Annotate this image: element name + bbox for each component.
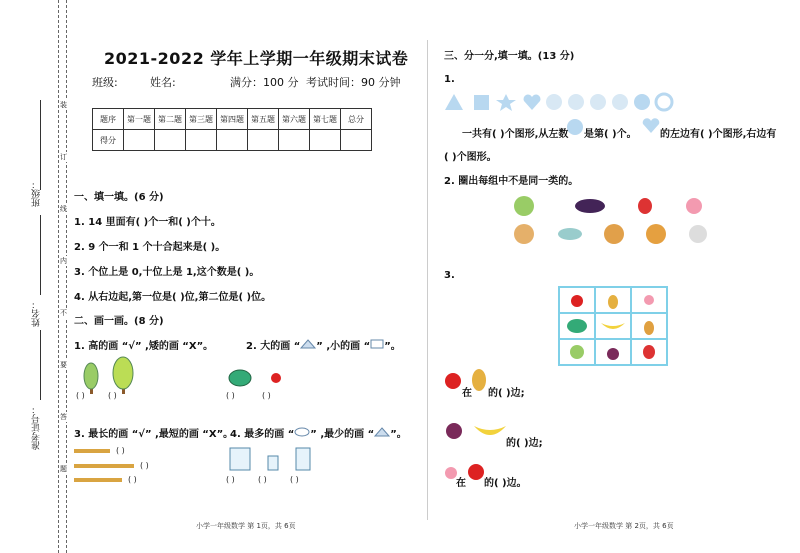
margin-name-label: 姓名：	[32, 300, 42, 327]
score-table	[92, 108, 372, 151]
question-3-1-text-d: ( )个图形。	[444, 152, 497, 163]
triangle-icon	[300, 339, 316, 349]
radish-icon	[605, 342, 621, 362]
score-input-cell[interactable]	[124, 130, 155, 151]
table-cell: 第六题	[279, 109, 310, 130]
cups-picture	[226, 444, 326, 472]
grapes-icon	[568, 344, 586, 360]
exam-time: 考试时间：90 分钟	[306, 76, 401, 89]
answer-blank[interactable]: ( )	[108, 391, 117, 400]
watermelon-apple-picture	[228, 369, 288, 389]
fruit-grid-cell	[559, 287, 595, 313]
draw-q4-part-a: 4. 最多的画 “	[230, 429, 295, 440]
draw-question-2	[246, 337, 401, 352]
question-1-4: 4. 从右边起,第一位是( )位,第二位是( )位。	[74, 292, 272, 303]
answer-blank[interactable]: ( )	[76, 391, 85, 400]
strawberry-icon	[642, 344, 656, 360]
pencil-long	[74, 449, 110, 453]
table-cell: 第二题	[155, 109, 186, 130]
question-1-3: 3. 个位上是 0,十位上是 1,这个数是( )。	[74, 267, 260, 278]
question-1-2: 2. 9 个一和 1 个十合起来是( )。	[74, 242, 226, 253]
binding-line	[58, 0, 59, 553]
answer-blank[interactable]: ( )	[116, 446, 125, 455]
answer-blank[interactable]: ( )	[258, 475, 267, 484]
binding-char: 内	[60, 257, 67, 265]
question-3-1-text-b: 是第( )个。	[584, 129, 637, 140]
answer-blank[interactable]: ( )	[290, 475, 299, 484]
square-icon	[370, 339, 384, 349]
answer-blank[interactable]: ( )	[140, 461, 149, 470]
margin-name-blank[interactable]	[40, 215, 42, 295]
margin-exam-blank[interactable]	[40, 330, 42, 400]
score-table-row	[93, 130, 372, 151]
binding-char: 题	[60, 465, 67, 473]
binding-char: 线	[60, 205, 67, 213]
section-2-heading: 二、画一画。(8 分)	[74, 316, 164, 327]
score-input-cell[interactable]	[248, 130, 279, 151]
binding-char: 订	[60, 153, 67, 161]
draw-q4-part-c: ”。	[390, 429, 407, 440]
draw-question-4	[230, 425, 407, 440]
fruit-grid-cell	[559, 339, 595, 365]
fruit-grid-cell	[559, 313, 595, 339]
table-cell: 题序	[93, 109, 124, 130]
score-input-cell[interactable]	[186, 130, 217, 151]
shape-row	[444, 92, 679, 112]
score-input-cell[interactable]	[310, 130, 341, 151]
column-divider	[427, 40, 428, 520]
peach-icon	[642, 293, 656, 307]
score-input-cell[interactable]	[279, 130, 310, 151]
pear-icon	[642, 316, 656, 336]
section-3-heading: 三、分一分,填一填。(13 分)	[444, 51, 575, 62]
margin-class-label: 班级：	[32, 180, 42, 207]
score-input-cell[interactable]	[217, 130, 248, 151]
circle-icon	[294, 427, 310, 437]
heart-icon	[642, 118, 660, 134]
binding-char: 装	[60, 101, 67, 109]
fruit-grid-cell	[595, 287, 631, 313]
position-q3-text: 的( )边。	[484, 478, 527, 489]
draw-q2-part-a: 2. 大的画 “	[246, 341, 301, 352]
draw-q4-part-b: ” ,最少的画 “	[310, 429, 375, 440]
margin-class-blank[interactable]	[40, 100, 42, 190]
question-3-2: 2. 圈出每组中不是同一类的。	[444, 176, 579, 187]
answer-blank[interactable]: ( )	[226, 475, 235, 484]
full-score: 满分：100 分	[230, 76, 299, 89]
table-cell: 总分	[341, 109, 372, 130]
answer-blank[interactable]: ( )	[226, 391, 235, 400]
draw-question-3: 3. 最长的画 “√” ,最短的画 “X”。	[74, 429, 234, 440]
position-q1-in: 在	[462, 388, 472, 399]
category-pictures	[510, 192, 710, 250]
table-cell: 第七题	[310, 109, 341, 130]
exam-title: 2021-2022 学年上学期一年级期末试卷	[104, 49, 409, 68]
table-cell: 第一题	[124, 109, 155, 130]
page-footer-right: 小学一年级数学 第 2页，共 6页	[574, 522, 674, 530]
question-1-1: 1. 14 里面有( )个一和( )个十。	[74, 217, 221, 228]
score-input-cell[interactable]	[155, 130, 186, 151]
score-table-header-row	[93, 109, 372, 130]
question-3-1-text-a: 一共有( )个图形,从左数	[462, 129, 569, 140]
circle-icon	[566, 118, 584, 136]
table-cell: 第五题	[248, 109, 279, 130]
fruit-grid-cell	[595, 339, 631, 365]
draw-q2-part-b: ” ,小的画 “	[316, 341, 371, 352]
position-q1-text: 的( )边;	[488, 388, 525, 399]
section-1-heading: 一、填一填。(6 分)	[74, 192, 164, 203]
name-field: 姓名:	[150, 76, 176, 89]
question-3-3-number: 3.	[444, 270, 455, 281]
radish-banana-icons	[444, 418, 508, 444]
draw-question-1: 1. 高的画 “√” ,矮的画 “X”。	[74, 341, 214, 352]
pencil-longest	[74, 464, 134, 468]
page-footer-left: 小学一年级数学 第 1页，共 6页	[196, 522, 296, 530]
class-field: 班级:	[92, 76, 118, 89]
answer-blank[interactable]: ( )	[262, 391, 271, 400]
draw-q2-part-c: ”。	[384, 341, 401, 352]
fruit-grid	[558, 286, 668, 366]
binding-char: 答	[60, 413, 67, 421]
question-3-1-text-c: 的左边有( )个图形,右边有	[660, 129, 777, 140]
fruit-grid-cell	[631, 313, 667, 339]
fruit-grid-cell	[595, 313, 631, 339]
score-input-cell[interactable]	[341, 130, 372, 151]
banana-icon	[599, 319, 627, 333]
apple-icon	[569, 292, 585, 308]
table-cell: 第四题	[217, 109, 248, 130]
watermelon-icon	[566, 318, 588, 334]
binding-char: 不	[60, 309, 67, 317]
fruit-grid-cell	[631, 287, 667, 313]
triangle-icon	[374, 427, 390, 437]
pencil-medium	[74, 478, 122, 482]
answer-blank[interactable]: ( )	[128, 475, 137, 484]
position-q3-in: 在	[456, 478, 466, 489]
table-cell: 第三题	[186, 109, 217, 130]
fruit-grid-cell	[631, 339, 667, 365]
position-q2-text: 的( )边;	[506, 438, 543, 449]
trees-picture	[80, 356, 140, 396]
table-cell: 得分	[93, 130, 124, 151]
margin-exam-no-label: 准考证号：	[32, 405, 42, 450]
binding-char: 要	[60, 361, 67, 369]
question-3-1-number: 1.	[444, 74, 455, 85]
pineapple-icon	[605, 290, 621, 310]
